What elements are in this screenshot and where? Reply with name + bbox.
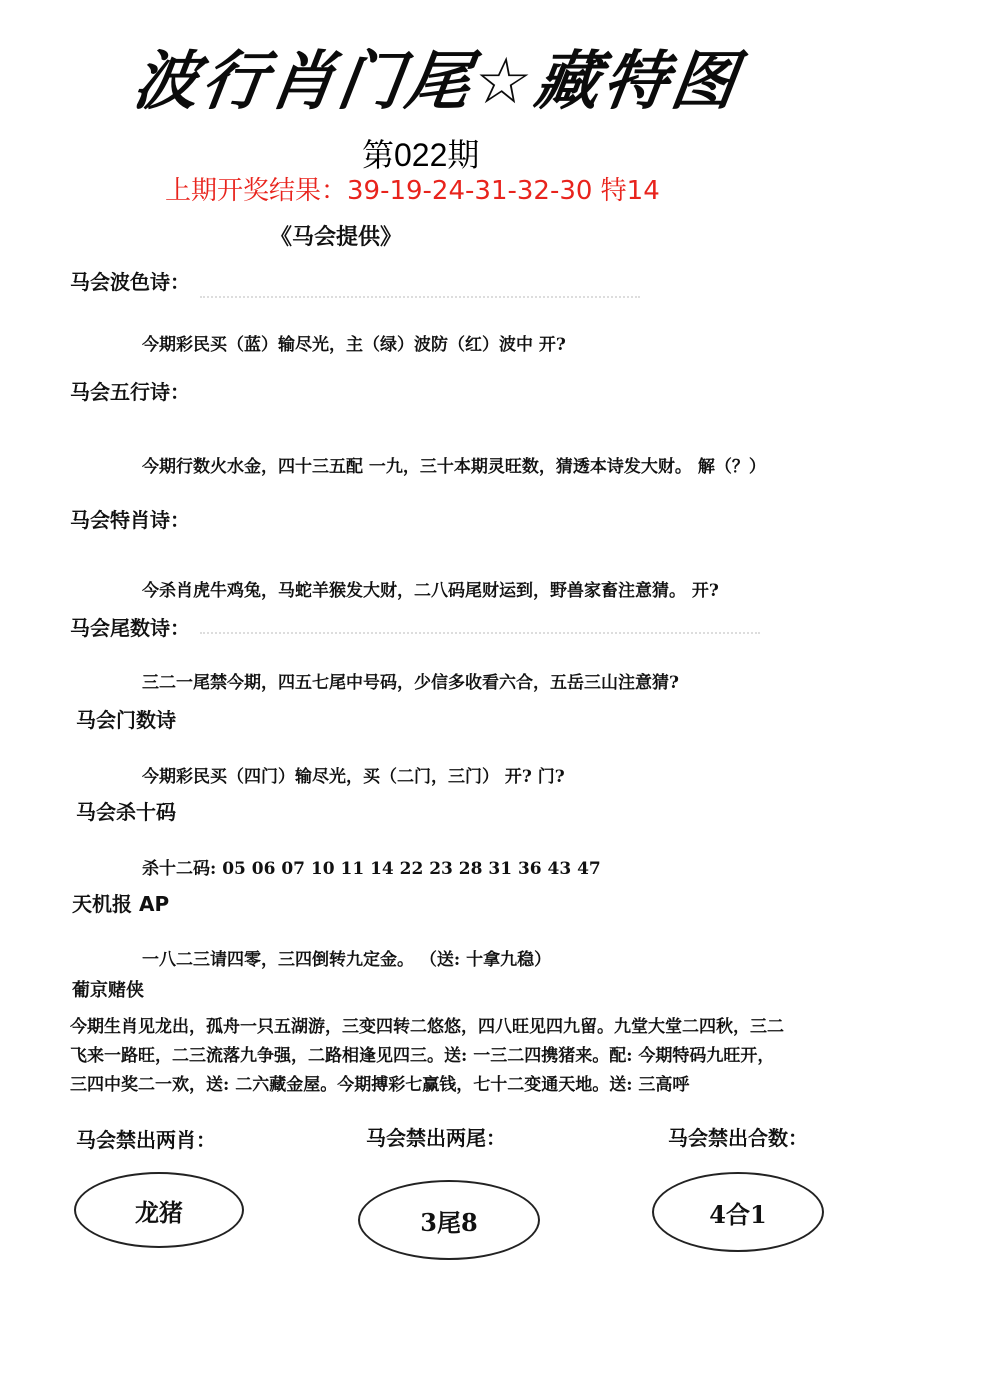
macau-gambler-line: 飞来一路旺，二三流落九争强，二路相逢见四三。送: 一三二四携猪来。配: 今期特码九旺开， <box>70 1046 775 1066</box>
divider <box>200 296 640 298</box>
provider-label: 《马会提供》 <box>270 224 403 250</box>
ban-sum-label: 马会禁出合数： <box>668 1126 808 1150</box>
macau-gambler-line: 今期生肖见龙出，孤舟一只五湖游，三变四转二悠悠，四八旺见四九留。九堂大堂二四秋，三二 <box>70 1017 784 1037</box>
five-elements-poem: 今期行数火水金，四十三五配 一九，三十本期灵旺数，猜透本诗发大财。 解（？） <box>142 457 766 477</box>
ban-tail-label: 马会禁出两尾： <box>366 1126 506 1150</box>
macau-gambler-line: 三四中奖二一欢，送: 二六藏金屋。今期搏彩七赢钱，七十二变通天地。送: 三高呼 <box>70 1075 690 1095</box>
special-zodiac-poem: 今杀肖虎牛鸡兔，马蛇羊猴发大财，二八码尾财运到，野兽家畜注意猜。 开? <box>142 581 719 601</box>
ban-sum-oval <box>652 1172 824 1252</box>
divider <box>200 632 760 634</box>
door-number-heading: 马会门数诗 <box>76 708 176 732</box>
issue-number: 第022期 <box>362 137 480 173</box>
wave-color-heading: 马会波色诗： <box>70 270 190 294</box>
last-draw-result: 上期开奖结果：39-19-24-31-32-30 特14 <box>165 176 660 206</box>
ban-zodiac-label: 马会禁出两肖： <box>76 1128 216 1152</box>
ban-tail-value: 3尾8 <box>420 1207 478 1237</box>
tianji-heading: 天机报 AP <box>72 892 170 916</box>
tail-number-poem: 三二一尾禁今期，四五七尾中号码，少信多收看六合，五岳三山注意猜? <box>142 673 679 693</box>
ban-zodiac-oval <box>74 1172 244 1248</box>
door-number-poem: 今期彩民买（四门）输尽光，买（二门，三门） 开? 门? <box>142 767 565 787</box>
ban-tail-oval <box>358 1180 540 1260</box>
ban-zodiac-value: 龙猪 <box>135 1197 183 1227</box>
kill-ten-codes: 杀十二码: 05 06 07 10 11 14 22 23 28 31 36 43 47 <box>142 859 601 879</box>
tianji-text: 一八二三请四零，三四倒转九定金。 （送: 十拿九稳） <box>142 950 552 970</box>
kill-ten-heading: 马会杀十码 <box>76 800 176 824</box>
tail-number-heading: 马会尾数诗： <box>70 616 190 640</box>
page-title: 波行肖门尾☆藏特图 <box>128 45 745 119</box>
special-zodiac-heading: 马会特肖诗： <box>70 508 190 532</box>
wave-color-poem: 今期彩民买（蓝）输尽光，主（绿）波防（红）波中 开? <box>142 335 566 355</box>
macau-gambler-heading: 葡京赌侠 <box>72 980 144 1001</box>
ban-sum-value: 4合1 <box>709 1199 767 1229</box>
five-elements-heading: 马会五行诗： <box>70 380 190 404</box>
